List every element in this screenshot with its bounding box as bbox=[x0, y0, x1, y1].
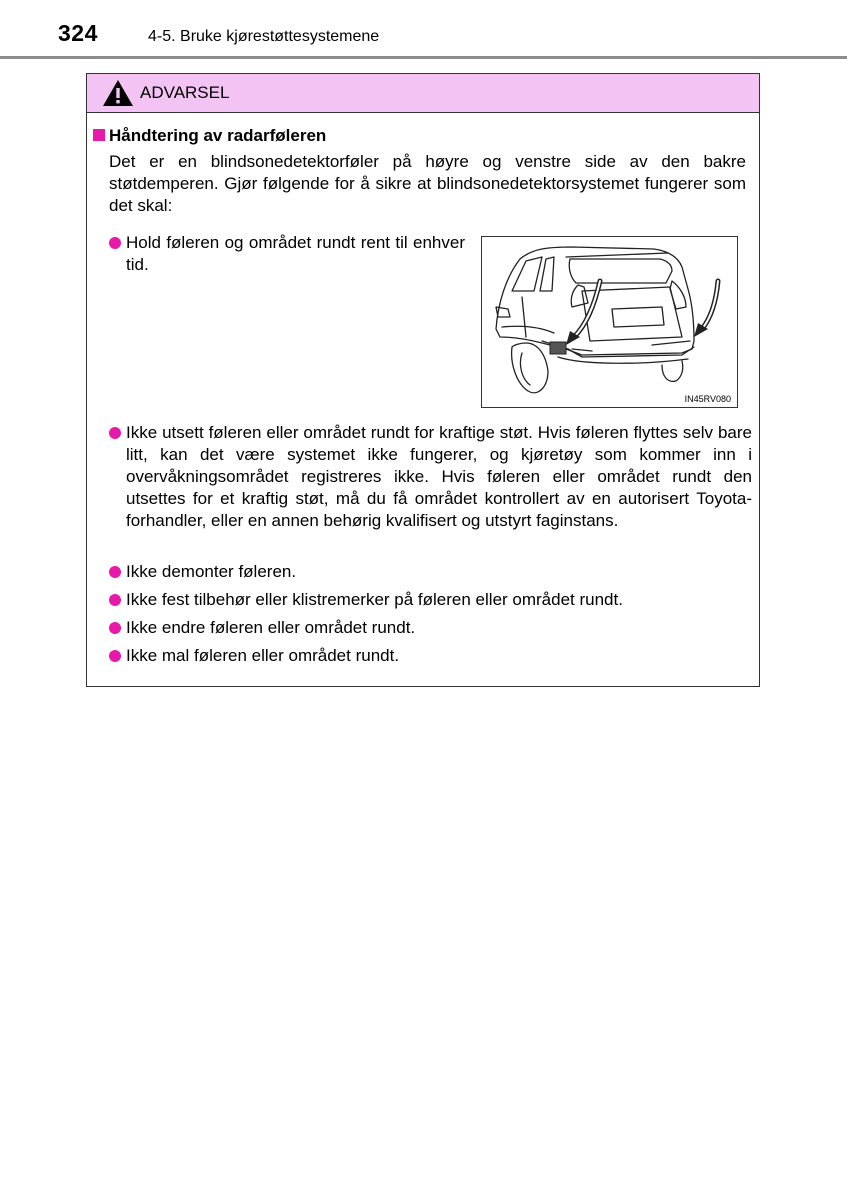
intro-paragraph: Det er en blindsonedetektorføler på høyre og venstre side av den bakre støtdemperen. Gjør følgende for å sikre at blindsonedetektorsystemet fungerer som det skal: bbox=[109, 152, 746, 215]
page-number: 324 bbox=[58, 20, 98, 46]
warning-header bbox=[87, 74, 759, 113]
bullet-dot-icon bbox=[109, 427, 121, 439]
figure-code: IN45RV080 bbox=[684, 394, 731, 404]
list-item-text: Ikke utsett føleren eller området rundt for kraftige støt. Hvis føleren flyttes selv bare litt, kan det være systemet ikke fungerer, og kjøretøy som kommer inn i overvåkningsområdet registreres ikke. Hvis føleren eller området rundt den utsettes for et kraftig støt, må du få området kontrollert av en autorisert Toyota-forhandler, eller en annen behørig kvalifisert og utstyrt faginstans. bbox=[126, 423, 752, 530]
list-item-text: Hold føleren og området rundt rent til enhver tid. bbox=[126, 233, 465, 274]
list-item bbox=[109, 645, 752, 667]
bullet-dot-icon bbox=[109, 237, 121, 249]
list-item bbox=[109, 589, 752, 611]
rear-bumper-figure bbox=[481, 236, 738, 408]
list-item-text: Ikke fest tilbehør eller klistremerker på føleren eller området rundt. bbox=[126, 590, 623, 609]
list-item-text: Ikke demonter føleren. bbox=[126, 562, 297, 581]
list-item-text: Ikke endre føleren eller området rundt. bbox=[126, 618, 416, 637]
bullet-dot-icon bbox=[109, 594, 121, 606]
subheading-text: Håndtering av radarføleren bbox=[109, 126, 327, 145]
subheading bbox=[93, 126, 326, 146]
section-title: 4-5. Bruke kjørestøttesystemene bbox=[148, 28, 380, 45]
warning-box bbox=[86, 73, 760, 687]
car-rear-illustration bbox=[482, 237, 739, 409]
list-item-text: Ikke mal føleren eller området rundt. bbox=[126, 646, 400, 665]
page-header bbox=[0, 0, 847, 60]
warning-label: ADVARSEL bbox=[140, 83, 230, 102]
bullet-dot-icon bbox=[109, 650, 121, 662]
warning-triangle-icon bbox=[102, 79, 134, 107]
bullet-dot-icon bbox=[109, 566, 121, 578]
list-item bbox=[109, 617, 752, 639]
header-rule bbox=[0, 56, 847, 59]
square-bullet-icon bbox=[93, 129, 105, 141]
list-item bbox=[109, 561, 752, 583]
list-item bbox=[109, 422, 752, 532]
bullet-dot-icon bbox=[109, 622, 121, 634]
list-item bbox=[109, 232, 465, 276]
